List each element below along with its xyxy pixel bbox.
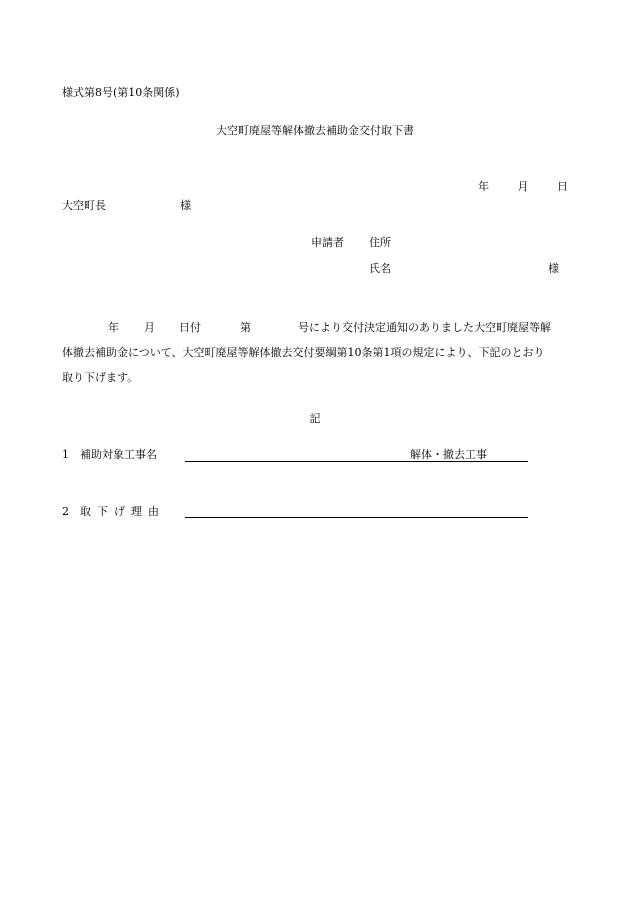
- item-value-project-name[interactable]: 解体・撤去工事: [410, 448, 487, 461]
- project-name-underline: [185, 461, 528, 462]
- date-year-label: 年: [478, 180, 489, 193]
- item-number: 2: [62, 505, 69, 518]
- form-number: 様式第8号(第10条関係): [62, 86, 180, 99]
- body-day-label: 日付: [179, 321, 201, 334]
- applicant-name-label: 氏名: [369, 262, 391, 275]
- addressee-name: 大空町長: [62, 199, 106, 212]
- body-paragraph-line3: 取り下げます。: [62, 371, 139, 384]
- ki-heading: 記: [309, 412, 321, 425]
- applicant-honorific: 様: [548, 262, 559, 275]
- body-line1-text: 号により交付決定通知のありました大空町廃屋等解: [298, 321, 551, 334]
- applicant-address-label: 住所: [369, 236, 391, 249]
- item-label-withdrawal-reason: 取下げ理由: [80, 505, 165, 518]
- body-year-label: 年: [108, 321, 119, 334]
- withdrawal-reason-underline[interactable]: [185, 517, 528, 518]
- item-label-project-name: 補助対象工事名: [80, 448, 157, 461]
- applicant-label: 申請者: [311, 236, 344, 249]
- addressee-honorific: 様: [180, 199, 191, 212]
- body-month-label: 月: [144, 321, 155, 334]
- date-day-label: 日: [557, 180, 568, 193]
- date-month-label: 月: [517, 180, 529, 193]
- item-number: 1: [62, 448, 69, 461]
- body-paragraph-line2: 体撤去補助金について、大空町廃屋等解体撤去交付要綱第10条第1項の規定により、下記のとおり: [62, 346, 545, 359]
- document-title: 大空町廃屋等解体撤去補助金交付取下書: [216, 124, 414, 137]
- body-dai-label: 第: [240, 321, 251, 334]
- date-line: [478, 181, 568, 192]
